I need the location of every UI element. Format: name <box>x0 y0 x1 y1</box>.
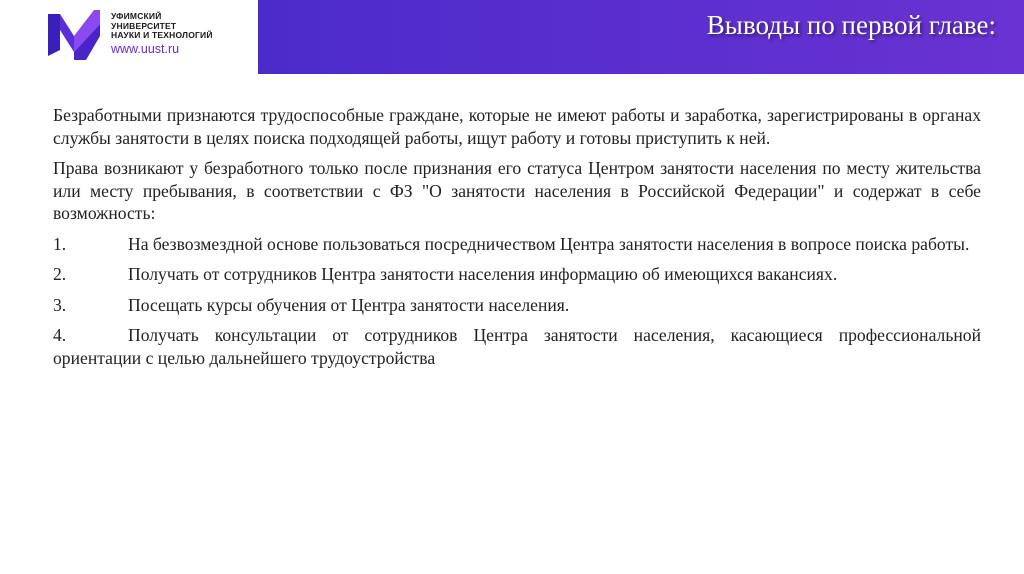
list-item-number: 1. <box>53 233 67 254</box>
university-logo-icon <box>46 6 102 62</box>
list-item <box>53 324 981 369</box>
list-item-text: Получать консультации от сотрудников Центра занятости населения, касающиеся профессиональной ориентации с целью дальнейшего трудоустройства <box>53 325 981 368</box>
university-name-line: УФИМСКИЙ <box>111 11 162 21</box>
university-name-line: НАУКИ И ТЕХНОЛОГИЙ <box>111 30 213 40</box>
list-item-text: На безвозмездной основе пользоваться посредничеством Центра занятости населения в вопросе поиска работы. <box>128 233 970 254</box>
title-bar <box>258 0 1024 74</box>
slide-body <box>53 104 981 377</box>
university-url: www.uust.ru <box>111 42 180 56</box>
list-item-text: Получать от сотрудников Центра занятости населения информацию об имеющихся вакансиях. <box>128 264 838 284</box>
list-item-number: 4. <box>53 325 67 345</box>
list-item-number: 2. <box>53 264 67 284</box>
paragraph: Безработными признаются трудоспособные граждане, которые не имеют работы и заработка, зарегистрированы в органах службы занятости в целях поиска подходящей работы, ищут работу и готовы приступить к ней. <box>53 105 981 148</box>
list-item <box>53 263 981 286</box>
university-logo <box>0 0 258 74</box>
paragraph: Права возникают у безработного только после признания его статуса Центром занятости населения по месту жительства или месту пребывания, в соответствии с ФЗ "О занятости населения в Российской Федерации" и содержат в себе возможность: <box>53 158 981 223</box>
list-item <box>53 233 981 256</box>
list-item <box>53 294 981 317</box>
university-name-line: УНИВЕРСИТЕТ <box>111 20 177 31</box>
university-name <box>111 12 213 41</box>
list-item-number: 3. <box>53 294 67 315</box>
slide-title: Выводы по первой главе: <box>706 10 996 40</box>
list-item-text: Посещать курсы обучения от Центра занятости населения. <box>128 294 570 315</box>
slide-header <box>0 0 1024 74</box>
